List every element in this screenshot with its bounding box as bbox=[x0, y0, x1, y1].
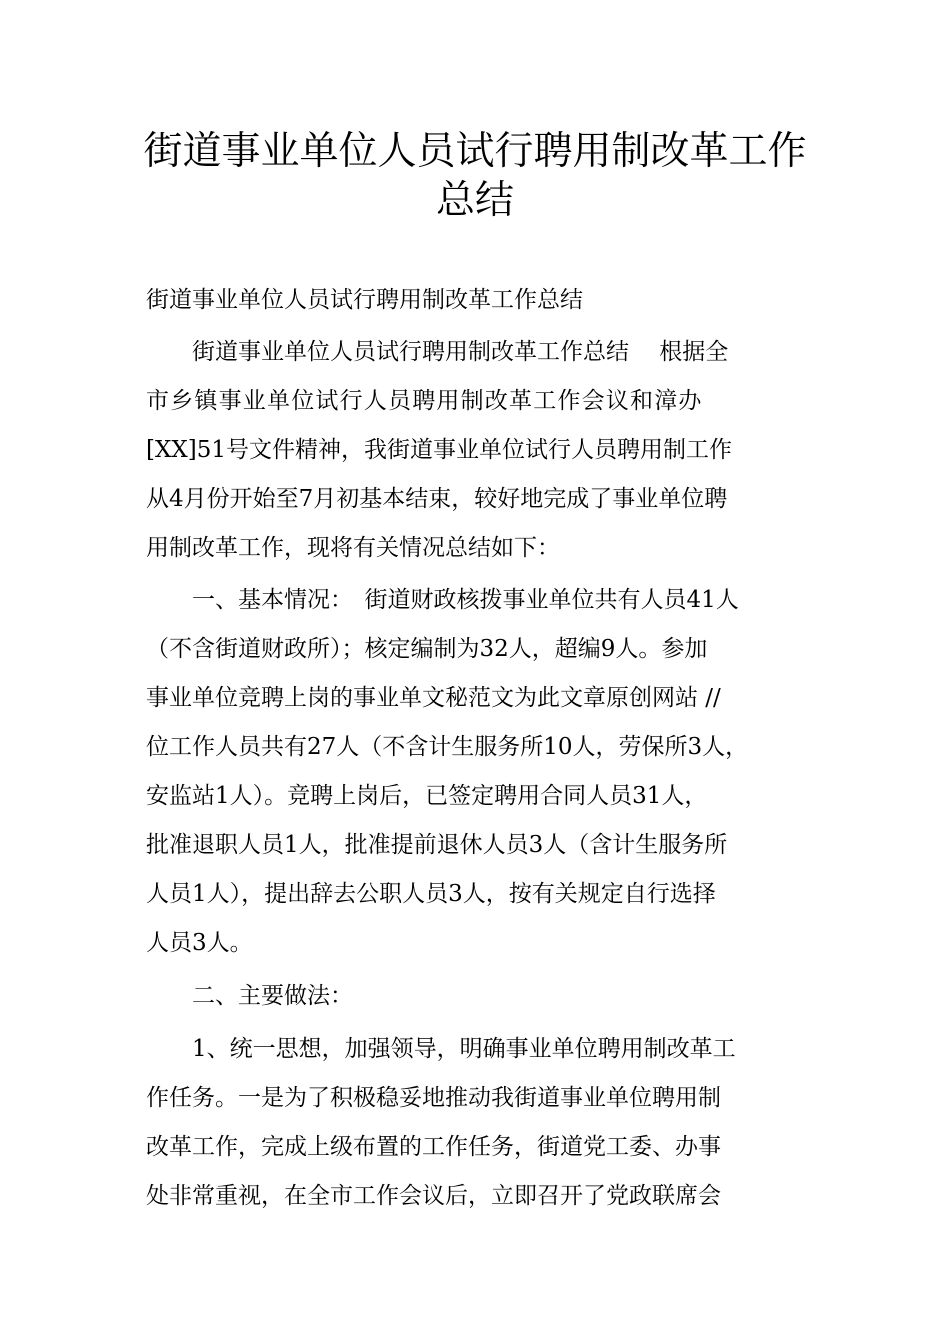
text-line: （不含街道财政所）；核定编制为32人，超编9人。参加 bbox=[146, 636, 708, 662]
text-line: 街道事业单位人员试行聘用制改革工作总结 根据全 bbox=[146, 339, 729, 365]
text-line: 二、主要做法： bbox=[146, 983, 353, 1009]
document-title-line-1: 街道事业单位人员试行聘用制改革工作 bbox=[143, 129, 807, 174]
text-line: 位工作人员共有27人（不含计生服务所10人，劳保所3人， bbox=[146, 734, 749, 760]
text-line: 处非常重视，在全市工作会议后，立即召开了党政联席会 bbox=[146, 1183, 721, 1209]
text-line: 市乡镇事业单位试行人员聘用制改革工作会议和漳办 bbox=[146, 388, 703, 414]
text-line: 一、基本情况： 街道财政核拨事业单位共有人员41人 bbox=[146, 587, 739, 613]
text-line: 安监站1人）。竞聘上岗后，已签定聘用合同人员31人， bbox=[146, 783, 708, 809]
text-line: 人员3人。 bbox=[146, 930, 253, 956]
text-line: 批准退职人员1人，批准提前退休人员3人（含计生服务所 bbox=[146, 832, 728, 858]
text-line: 改革工作，完成上级布置的工作任务，街道党工委、办事 bbox=[146, 1134, 721, 1160]
text-line: 街道事业单位人员试行聘用制改革工作总结 bbox=[146, 287, 583, 313]
text-line: 事业单位竞聘上岗的事业单文秘范文为此文章原创网站 // bbox=[146, 685, 721, 711]
text-line: 人员1人），提出辞去公职人员3人，按有关规定自行选择 bbox=[146, 881, 716, 907]
document-title-line-2: 总结 bbox=[435, 178, 514, 223]
text-line: 作任务。一是为了积极稳妥地推动我街道事业单位聘用制 bbox=[146, 1085, 721, 1111]
text-line: 从4月份开始至7月初基本结束，较好地完成了事业单位聘 bbox=[146, 486, 728, 512]
text-line: [XX]51号文件精神，我街道事业单位试行人员聘用制工作 bbox=[146, 437, 732, 463]
text-line: 用制改革工作，现将有关情况总结如下： bbox=[146, 535, 560, 561]
text-line: 1、统一思想，加强领导，明确事业单位聘用制改革工 bbox=[146, 1036, 736, 1062]
